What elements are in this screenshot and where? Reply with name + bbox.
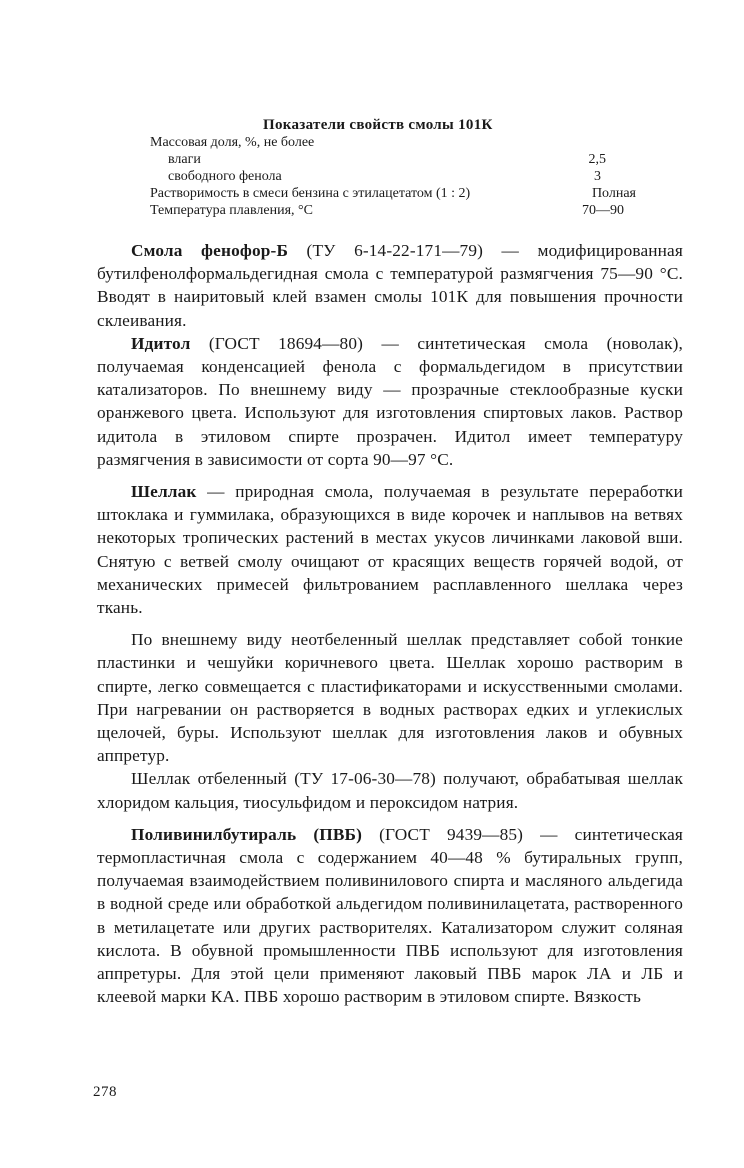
page-number: 278 [93,1084,117,1100]
term-shellac: Шеллак [131,482,197,502]
properties-table-row [150,185,636,203]
property-value: 2,5 [588,152,606,167]
term-pvb: Поливинилбутираль (ПВБ) [131,824,362,844]
paragraph-pvb [97,823,683,1009]
paragraph-shellac [97,480,683,619]
property-label: свободного фенола [168,169,282,184]
properties-table-title: Показатели свойств смолы 101К [263,117,493,133]
properties-table-row [150,168,636,186]
property-label: Растворимость в смеси бензина с этилацетатом (1 : 2) [150,186,471,201]
paragraph-bleached-shellac: Шеллак отбеленный (ТУ 17-06-30—78) получают, обрабатывая шеллак хлоридом кальция, тиосульфидом и пероксидом натрия. [97,769,683,812]
paragraph-text: (ТУ 6-14-22-171—79) — модифицированная бутилфенолформальдегидная смола с температурой размягчения 75—90 °С. Вводят в наиритовый клей взамен смолы 101К для повышения прочности склеивания. [97,241,683,330]
property-value: 3 [594,169,601,184]
properties-table-row [150,151,636,169]
paragraph-text: (ГОСТ 18694—80) — синтетическая смола (новолак), получаемая конденсацией фенола с формальдегидом в присутствии катализаторов. По внешнему виду — прозрачные стеклообразные куски оранжевого цвета. Используют для изготовления спиртовых лаков. Раствор идитола в этиловом спирте прозрачен. Идитол имеет температуру размягчения в зависимости от сорта 90—97 °С. [97,333,683,469]
property-label: влаги [168,152,201,167]
properties-table-row [150,202,636,220]
property-label: Массовая доля, %, не более [150,135,315,150]
paragraph-text: (ГОСТ 9439—85) — синтетическая термопластичная смола с содержанием 40—48 % бутиральных групп, получаемая взаимодействием поливинилового спирта и масляного альдегида в водной среде или обработкой альдегидом поливинилацетата, растворенного в метилацетате или других растворителях. Катализатором служит соляная кислота. В обувной промышленности ПВБ используют для изготовления аппретуры. Для этой цели применяют лаковый ПВБ марок ЛА и ЛБ и клеевой марки КА. ПВБ хорошо растворим в этиловом спирте. Вязкость [97,824,683,1007]
paragraph-shellac-properties: По внешнему виду неотбеленный шеллак представляет собой тонкие пластинки и чешуйки коричневого цвета. Шеллак хорошо растворим в спирте, легко совмещается с пластификаторами и искусственными смолами. При нагревании он растворяется в водных растворах едких и углекислых щелочей, буры. Используют шеллак для изготовления лаков и обувных аппретур. [97,630,683,766]
property-label: Температура плавления, °С [150,203,313,218]
paragraph-text: — природная смола, получаемая в результате переработки штоклака и гуммилака, образующихся в виде корочек и наплывов на ветвях некоторых тропических растений в местах укусов личинками лаковой вши. Снятую с ветвей смолу очищают от красящих веществ горячей водой, от механических примесей фильтрованием расплавленного шеллака через ткань. [97,482,683,618]
paragraph-iditol [97,332,683,471]
properties-table-row [150,134,636,152]
body-text [97,239,683,1009]
term-iditol: Идитол [131,333,191,353]
property-value: 70—90 [582,203,624,218]
term-fenofor-b: Смола фенофор-Б [131,241,289,260]
paragraph-fenofor-b [97,239,683,332]
property-value: Полная [591,186,636,201]
